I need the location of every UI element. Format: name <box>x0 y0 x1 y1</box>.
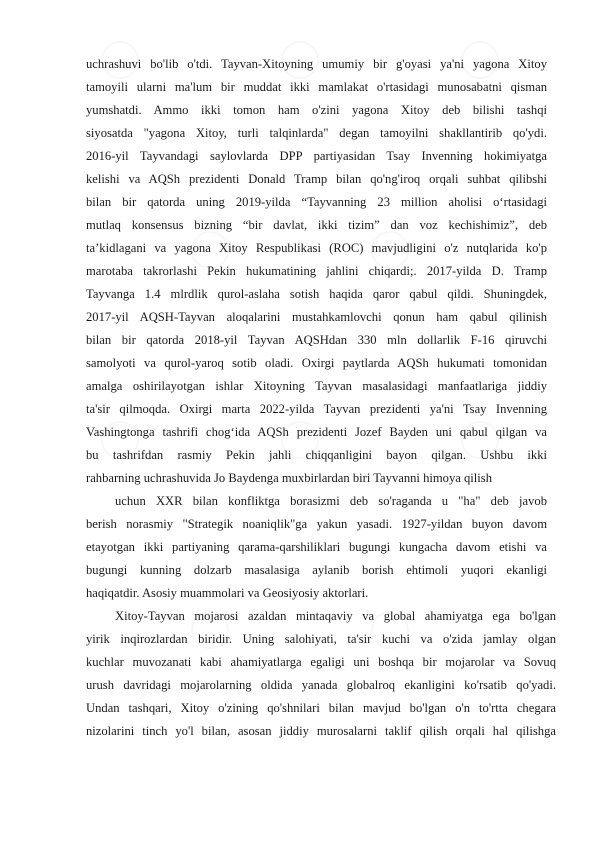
paragraph-line: tamoyili ularni ma'lum bir muddat ikki mamlakat o'rtasidagi munosabatni qisman <box>86 80 547 94</box>
paragraph-line: uchun XXR bilan konfliktga borasizmi deb so'raganda u "ha" deb javob <box>115 494 547 508</box>
paragraph-line: kuchlar muvozanati kabi ahamiyatlarga egaligi uni boshqa bir mojarolar va Sovuq <box>86 655 556 669</box>
paragraph-line: siyosatda "yagona Xitoy, turli talqinlarda" degan tamoyilni shakllantirib qo'ydi. <box>86 126 547 140</box>
paragraph-line: etayotgan ikki partiyaning qarama-qarshiliklari bugungi kungacha davom etishi va <box>86 540 547 554</box>
paragraph-line: Undan tashqari, Xitoy o'zining qo'shnilari bilan mavjud bo'lgan o'n to'rtta chegara <box>86 701 556 715</box>
paragraph-line: samolyoti va qurol-yaroq sotib oladi. Oxirgi paytlarda AQSh hukumati tomonidan <box>86 356 547 370</box>
paragraph-line: bu tashrifdan rasmiy Pekin jahli chiqqanligini bayon qilgan. Ushbu ikki <box>86 448 547 462</box>
paragraph-line: 2017-yil AQSH-Tayvan aloqalarini mustahkamlovchi qonun ham qabul qilinish <box>86 310 547 324</box>
paragraph-line: ta'sir qilmoqda. Oxirgi marta 2022-yilda Tayvan prezidenti ya'ni Tsay Invenning <box>86 402 547 416</box>
paragraph-line: urush davridagi mojarolarning oldida yanada globalroq ekanligini ko'rsatib qo'yadi. <box>86 678 556 692</box>
paragraph-line: marotaba takrorlashi Pekin hukumatining jahlini chiqardi;. 2017-yilda D. Tramp <box>86 264 547 278</box>
paragraph-line: 2016-yil Tayvandagi saylovlarda DPP partiyasidan Tsay Invenning hokimiyatga <box>86 149 547 163</box>
paragraph-line: amalga oshirilayotgan ishlar Xitoyning Tayvan masalasidagi manfaatlariga jiddiy <box>86 379 547 393</box>
paragraph-line: yirik inqirozlardan biridir. Uning salohiyati, ta'sir kuchi va o'zida jamlay olgan <box>86 632 556 646</box>
paragraph-line: bilan bir qatorda uning 2019-yilda “Tayvanning 23 million aholisi o‘rtasidagi <box>86 195 547 209</box>
paragraph-line: yumshatdi. Ammo ikki tomon ham o'zini yagona Xitoy deb bilishi tashqi <box>86 103 547 117</box>
paragraph-line: bilan bir qatorda 2018-yil Tayvan AQSHdan 330 mln dollarlik F-16 qiruvchi <box>86 333 547 347</box>
paragraph-line: ta’kidlagani va yagona Xitoy Respublikasi (ROC) mavjudligini o'z nutqlarida ko'p <box>86 241 547 255</box>
paragraph-line: haqiqatdir. Asosiy muammolari va Geosiyosiy aktorlari. <box>86 586 369 600</box>
paragraph-line: bugungi kunning dolzarb masalasiga aylanib borish ehtimoli yuqori ekanligi <box>86 563 547 577</box>
paragraph-line: berish norasmiy "Strategik noaniqlik"ga yakun yasadi. 1927-yildan buyon davom <box>86 517 547 531</box>
paragraph-line: rahbarning uchrashuvida Jo Baydenga muxbirlardan biri Tayvanni himoya qilish <box>86 471 492 485</box>
paragraph-line: Xitoy-Tayvan mojarosi azaldan mintaqaviy va global ahamiyatga ega bo'lgan <box>115 609 556 623</box>
paragraph-line: Tayvanga 1.4 mlrdlik qurol-aslaha sotish haqida qaror qabul qildi. Shuningdek, <box>86 287 547 301</box>
paragraph-line: nizolarini tinch yo'l bilan, asosan jiddiy murosalarni taklif qilish orqali hal qilishga <box>86 724 556 738</box>
paragraph-line: uchrashuvi bo'lib o'tdi. Tayvan-Xitoyning umumiy bir g'oyasi ya'ni yagona Xitoy <box>86 57 547 71</box>
paragraph-line: Vashingtonga tashrifi chog‘ida AQSh prezidenti Jozef Bayden uni qabul qilgan va <box>86 425 547 439</box>
paragraph-line: mutlaq konsensus bizning “bir davlat, ikki tizim” dan voz kechishimiz”, deb <box>86 218 547 232</box>
paragraph-line: kelishi va AQSh prezidenti Donald Tramp bilan qo'ng'iroq orqali suhbat qilibshi <box>86 172 547 186</box>
